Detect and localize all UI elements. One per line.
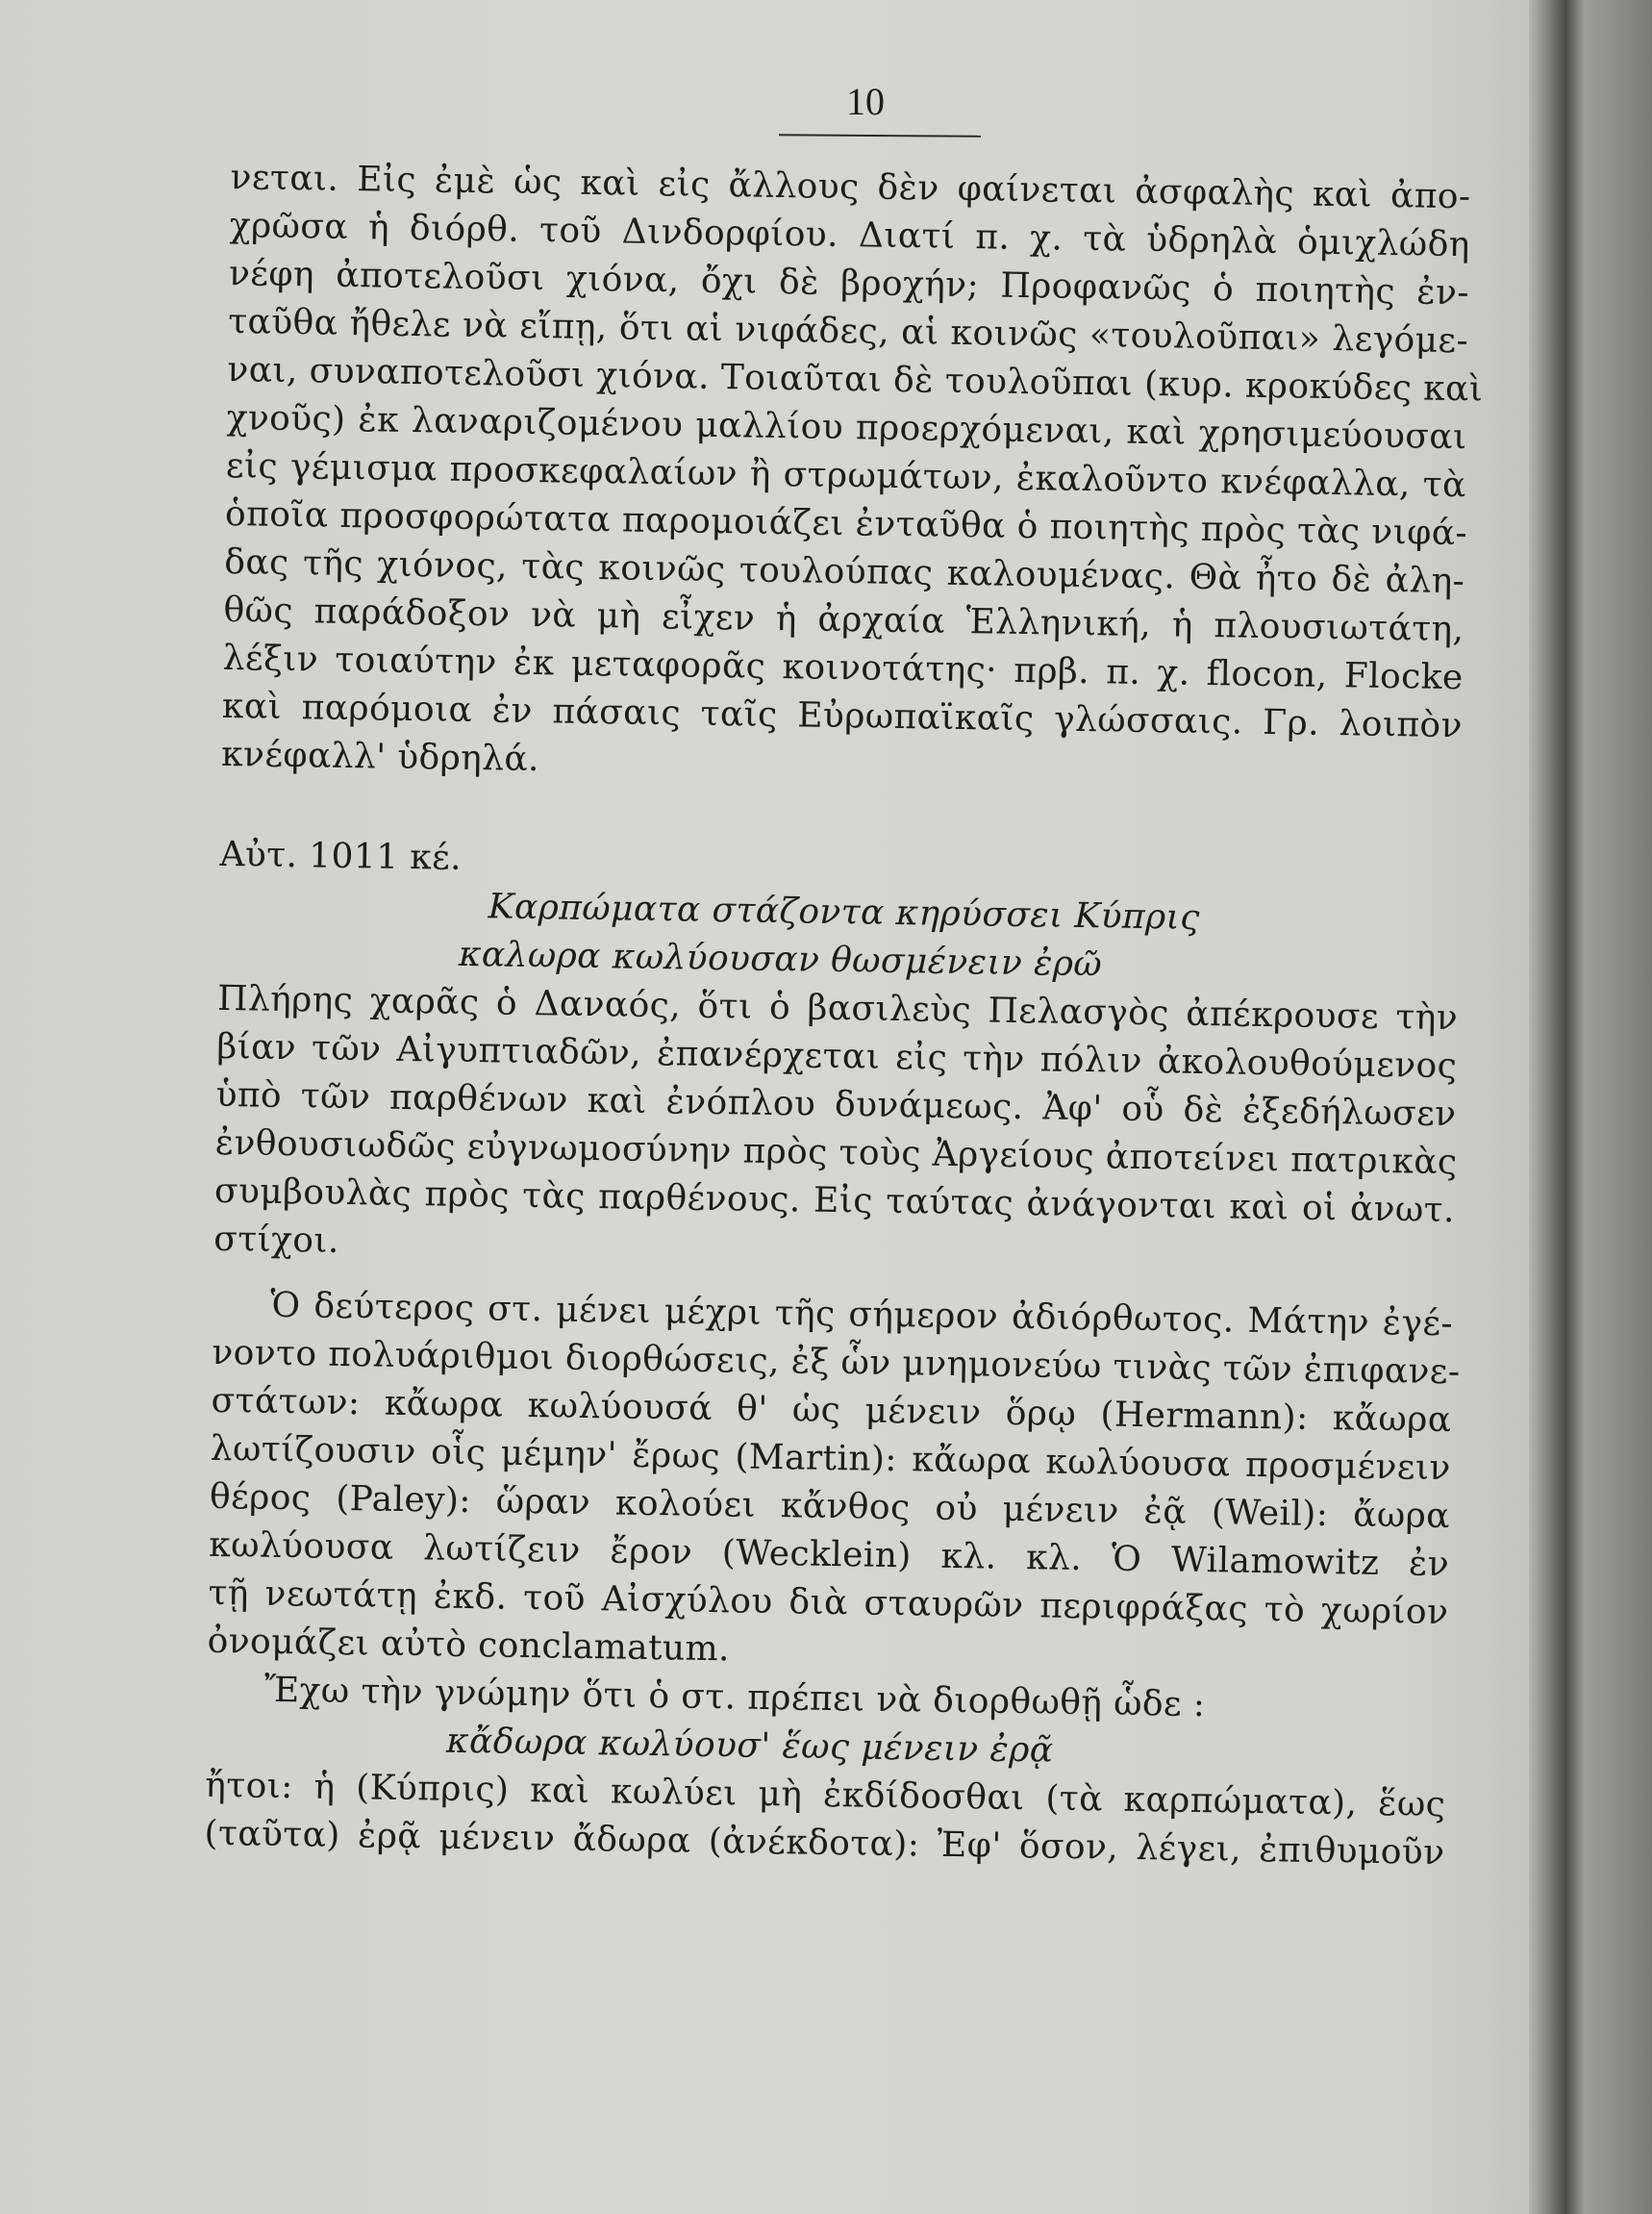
text-line: εἰς γέμισμα προσκεφαλαίων ἢ στρωμάτων, ἐκαλοῦντο κνέφαλλα, τὰ (225, 445, 1467, 506)
text-line: κωλύουσα λωτίζειν ἔρον (Wecklein) κλ. κλ. Ὁ Wilamowitz ἐν (208, 1524, 1450, 1585)
text-line: θέρος (Paley): ὥραν κολούει κἄνθος οὐ μένειν ἐᾷ (Weil): ἄωρα (209, 1476, 1451, 1537)
text-line: (ταῦτα) ἐρᾷ μένειν ἄδωρα (ἀνέκδοτα): Ἐφ' ὅσον, λέγει, ἐπιθυμοῦν (204, 1813, 1445, 1874)
text-line: Αὐτ. 1011 κέ. (219, 834, 463, 878)
text-line: ταῦθα ἤθελε νὰ εἴπῃ, ὅτι αἱ νιφάδες, αἱ κοινῶς «τουλοῦπαι» λεγόμε- (227, 301, 1469, 362)
text-line: δας τῆς χιόνος, τὰς κοινῶς τουλούπας καλουμένας. Θὰ ἦτο δὲ ἀλη- (224, 541, 1465, 602)
body-text (204, 154, 1484, 1877)
text-line: καλωρα κωλύουσαν θωσμένειν ἐρῶ (458, 934, 1103, 985)
text-line: συμβουλὰς πρὸς τὰς παρθένους. Εἰς ταύτας ἀνάγονται καὶ οἱ ἀνωτ. (213, 1170, 1456, 1231)
text-line: Πλήρης χαρᾶς ὁ Δαναός, ὅτι ὁ βασιλεὺς Πελασγὸς ἀπέκρουσε τὴν (216, 978, 1459, 1039)
text-line: ὀνομάζει αὐτὸ conclamatum. (207, 1621, 731, 1670)
text-line: ἤτοι: ἡ (Κύπρις) καὶ κωλύει μὴ ἐκδίδοσθαι (τὰ καρπώματα), ἕως (205, 1765, 1446, 1825)
header-rule (779, 134, 981, 137)
text-line: Καρπώματα στάζοντα κηρύσσει Κύπρις (488, 887, 1201, 938)
text-line: Ὁ δεύτερος στ. μένει μέχρι τῆς σήμερον ἀδιόρθωτος. Μάτην ἐγέ- (269, 1285, 1454, 1345)
text-line: καὶ παρόμοια ἐν πάσαις ταῖς Εὐρωπαϊκαῖς γλώσσαις. Γρ. λοιπὸν (221, 686, 1464, 746)
text-line: χνοῦς) ἐκ λαναριζομένου μαλλίου προερχόμεναι, καὶ χρησιμεύουσαι (226, 397, 1467, 458)
text-line: νέφη ἀποτελοῦσι χιόνα, ὄχι δὲ βροχήν; Προφανῶς ὁ ποιητὴς ἐν- (228, 253, 1470, 314)
text-line: στάτων: κἄωρα κωλύουσά θ' ὡς μένειν ὅρῳ (Hermann): κἄωρα (211, 1380, 1452, 1441)
text-line: λωτίζουσιν οἷς μέμην' ἔρως (Martin): κἄωρα κωλύουσα προσμένειν (210, 1428, 1452, 1489)
book-spine-shadow (1529, 0, 1652, 2214)
text-line: κνέφαλλ' ὑδρηλά. (220, 734, 540, 780)
text-line: τῇ νεωτάτῃ ἐκδ. τοῦ Αἰσχύλου διὰ σταυρῶν περιφράξας τὸ χωρίον (208, 1572, 1449, 1633)
text-line: ὑπὸ τῶν παρθένων καὶ ἐνόπλου δυνάμεως. Ἀφ' οὗ δὲ ἐξεδήλωσεν (215, 1074, 1457, 1135)
text-line: Ἔχω τὴν γνώμην ὅτι ὁ στ. πρέπει νὰ διορθωθῇ ὧδε : (263, 1670, 1206, 1725)
text-line: ἐνθουσιωδῶς εὐγνωμοσύνην πρὸς τοὺς Ἀργείους ἀποτείνει πατρικὰς (214, 1122, 1458, 1183)
text-line: στίχοι. (213, 1219, 340, 1261)
text-line: χρῶσα ἡ διόρθ. τοῦ Δινδορφίου. Διατί π. χ. τὰ ὑδρηλὰ ὁμιχλώδη (229, 205, 1470, 265)
text-line: λέξιν τοιαύτην ἐκ μεταφορᾶς κοινοτάτης· πρβ. π. χ. flocon, Flocke (222, 638, 1464, 698)
text-line: νοντο πολυάριθμοι διορθώσεις, ἐξ ὧν μνημονεύω τινὰς τῶν ἐπιφανε- (212, 1332, 1461, 1393)
text-line: νεται. Εἰς ἐμὲ ὡς καὶ εἰς ἄλλους δὲν φαίνεται ἀσφαλὴς καὶ ἀπο- (230, 157, 1471, 217)
text-line: ναι, συναποτελοῦσι χιόνα. Τοιαῦται δὲ τουλοῦπαι (κυρ. κροκύδες καὶ (227, 349, 1484, 410)
text-line: κἄδωρα κωλύουσ' ἕως μένειν ἐρᾷ (445, 1721, 1054, 1771)
text-line: θῶς παράδοξον νὰ μὴ εἶχεν ἡ ἀρχαία Ἑλληνική, ἡ πλουσιωτάτη, (223, 590, 1464, 650)
text-line: βίαν τῶν Αἰγυπτιαδῶν, ἐπανέρχεται εἰς τὴν πόλιν ἀκολουθούμενος (216, 1026, 1458, 1087)
text-line: ὁποῖα προσφορώτατα παρομοιάζει ἐνταῦθα ὁ ποιητὴς πρὸς τὰς νιφά- (224, 493, 1468, 554)
page-number: 10 (846, 80, 885, 123)
